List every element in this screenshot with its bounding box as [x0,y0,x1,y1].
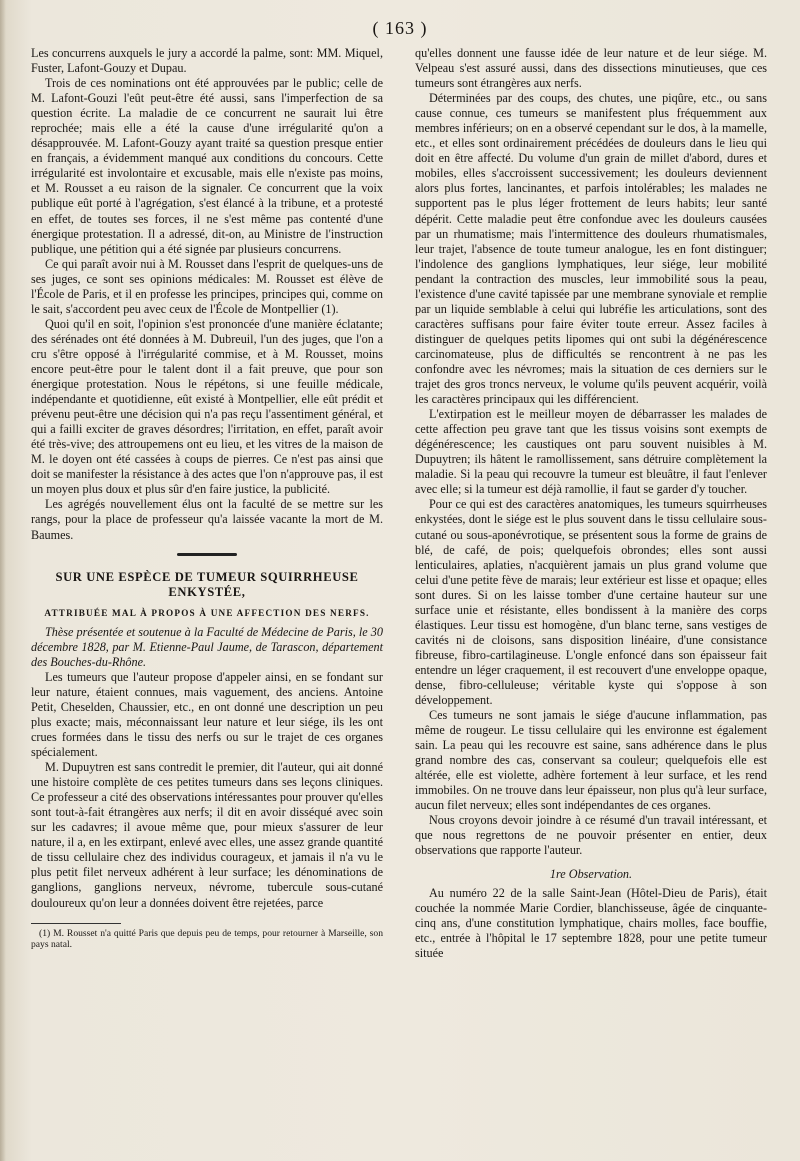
page-number: ( 163 ) [372,18,428,38]
paragraph: Ces tumeurs ne sont jamais le siége d'aucune inflammation, pas même de rougeur. Le tissu cellulaire qui les environne est également sain. La peau qui les recouvre est saine, sans adhérence dans le plus grand nombre des cas, conservant sa couleur; quelquefois elle est altérée, elle est violette, adhère fortement à leur surface, et les rend immobiles. On ne trouve dans leur épaisseur, non plus qu'à leur surface, aucun filet nerveux; elles sont indépendantes de ces organes. [415,708,767,813]
footnote-divider [31,923,121,924]
paragraph: Les concurrens auxquels le jury a accordé la palme, sont: MM. Miquel, Fuster, Lafont-Gouzy et Dupau. [31,46,383,76]
observation-number: 1re [549,866,566,881]
observation-label: Observation. [568,866,633,881]
thesis-citation: Thèse présentée et soutenue à la Faculté de Médecine de Paris, le 30 décembre 1828, par M. Etienne-Paul Jaume, de Tarascon, département des Bouches-du-Rhône. [31,624,383,669]
article-subtitle: ATTRIBUÉE MAL À PROPOS À UNE AFFECTION DES NERFS. [44,607,370,618]
paragraph: Au numéro 22 de la salle Saint-Jean (Hôtel-Dieu de Paris), était couchée la nommée Marie Cordier, blanchisseuse, âgée de cinquante-cinq ans, d'une constitution lymphatique, chairs molles, face bouffie, etc., entrée à l'hôpital le 17 septembre 1828, pour une petite tumeur située [415,885,767,960]
paragraph: Déterminées par des coups, des chutes, une piqûre, etc., ou sans cause connue, ces tumeurs se manifestent plus fréquemment aux membres inférieurs; on en a observé cependant sur le dos, à la mamelle, etc., et elles sont ordinairement précédées de douleurs dans le lieu qui doit en être affecté. Du volume d'un grain de millet d'abord, dures et mobiles, elles s'accroissent successivement; les douleurs deviennent alors plus fortes, lancinantes, et parfois intolérables; les malades ne supportent pas le plus léger frottement de leurs habits; leur santé dépérit. Cette maladie peut être confondue avec les douleurs causées par un rhumatisme; mais l'intermittence des douleurs rhumatismales, leur trajet, l'absence de toute tumeur analogue, les en font distinguer; l'indolence des ganglions lymphatiques, leur siége, leur mobilité pendant la contraction des muscles, leur immobilité sous la peau, l'existence d'une cavité tapissée par une membrane synoviale et remplie par un liquide semblable à celui qui lubréfie les articulations, sont des caractères suffisans pour faire éviter toute erreur. Assez faciles à distinguer de quelques petits lipomes qui ont subi la dégénérescence carcinomateuse, plus de difficultés se rencontrent à ne pas les confondre avec les névromes; mais la situation de ces derniers sur le trajet des gros troncs nerveux, le volume qu'ils peuvent acquérir, voilà les caractères principaux qui les différencient. [415,91,767,407]
paragraph: Ce qui paraît avoir nui à M. Rousset dans l'esprit de quelques-uns de ses juges, ce sont ses opinions médicales: M. Rousset est élève de l'École de Paris, et il en professe les principes, principes qui, comme on le sait, s'accordent peu avec ceux de l'École de Montpellier (1). [31,256,383,316]
section-divider [177,553,237,556]
paragraph: Les tumeurs que l'auteur propose d'appeler ainsi, en se fondant sur leur nature, étaient connues, mais vaguement, des anciens. Antoine Petit, Cheselden, Chaussier, etc., en ont donné une description un peu plus exacte; mais, méconnaissant leur nature et leur siége, ils les ont crues formées dans le tissu des nerfs ou sur le trajet de ces organes spécialement. [31,669,383,760]
left-column [31,46,383,951]
paragraph: Trois de ces nominations ont été approuvées par le public; celle de M. Lafont-Gouzi l'eût peut-être été aussi, sans l'imperfection de sa question écrite. La maladie de ce concurrent ne saurait lui être reprochée; mais elle a été la cause d'une irrégularité qu'on a désapprouvée. M. Lafont-Gouzy ayant traité sa question presque entier en français, a évidemment manqué aux conditions du concours. Cette irrégularité est involontaire et excusable, mais elle n'existe pas moins, et M. Rousset a eu raison de la signaler. Ce concurrent que la voix publique eût porté à l'agrégation, s'est élancé à la tribune, et a protesté en effet, de toutes ses forces, il ne s'est même pas contenté d'une énergique protestation. Il a adressé, dit-on, au Ministre de l'instruction publique, une pétition qui a été signée par plusieurs concurrens. [31,76,383,256]
right-column [415,46,767,961]
article-title: SUR UNE ESPÈCE DE TUMEUR SQUIRRHEUSE ENKYSTÉE, [55,569,359,599]
paragraph: Quoi qu'il en soit, l'opinion s'est prononcée d'une manière éclatante; des sérénades ont été données à M. Dubreuil, l'un des juges, que l'on a cru s'être opposé à l'irrégularité commise, et à M. Rousset, moins encore peut-être pour le talent dont il a fait preuve, que pour son énergique protestation. Nous le répétons, si une feuille médicale, indépendante et quotidienne, eût existé à Montpellier, elle eût prédit et prévenu peut-être une décision qui n'a pas reçu l'assentiment général, et qui a failli exciter de graves désordres; l'irritation, en effet, paraît avoir été très-vive; des attroupemens ont eu lieu, et les vitres de la maison de M. le doyen ont été cassées à coups de pierres. Ce n'est pas ainsi que doit se manifester la résistance à des actes que l'on n'approuve pas, il est un moyen plus doux et plus sûr d'en faire justice, la publicité. [31,316,383,497]
paragraph: Nous croyons devoir joindre à ce résumé d'un travail intéressant, et que nous regrettons de ne pouvoir présenter en entier, deux observations que rapporte l'auteur. [415,813,767,858]
page-edge-shadow [0,0,6,1161]
paragraph: Les agrégés nouvellement élus ont la faculté de se mettre sur les rangs, pour la place de professeur qu'a laissée vacante la mort de M. Baumes. [31,497,383,542]
footnote-text: (1) M. Rousset n'a quitté Paris que depuis peu de temps, pour retourner à Marseille, son pays natal. [31,927,383,951]
paragraph: Pour ce qui est des caractères anatomiques, les tumeurs squirrheuses enkystées, dont le siége est le plus souvent dans le tissu cellulaire sous-cutané ou sous-aponévrotique, se présentent sous la forme de grains de blé, de café, de pois; quelquefois obrondes; elles sont aussi lenticulaires, aplaties, n'acquièrent jamais un plus grand volume que celui d'une petite fève de marais; leur extérieur est lisse et opaque; elles sont dures. Si on les laisse tomber d'une certaine hauteur sur une surface unie et résistante, elles bondissent à la manière des corps élastiques. Leur tissu est homogène, d'un blanc terne, sans vestiges de cavités ni de cloisons, sans disposition linéaire, d'une consistance fibreuse, fibro-cartilagineuse. L'ongle enfoncé dans son épaisseur fait entendre un léger craquement, il est recouvert d'une enveloppe opaque, dense, fibro-celluleuse; véritable kyste qui s'oppose à son développement. [415,497,767,708]
footnote [31,928,383,951]
paragraph: L'extirpation est le meilleur moyen de débarrasser les malades de cette affection peu grave tant que les tissus voisins sont exempts de dégénérescence; les caustiques ont paru souvent nuisibles à M. Dupuytren; ils hâtent le ramollissement, sans détruire complètement la maladie. Si la peau qui recouvre la tumeur est bleuâtre, il faut l'enlever avec elle; si la tumeur est déjà ramollie, il faut se garder d'y toucher. [415,407,767,497]
paragraph: qu'elles donnent une fausse idée de leur nature et de leur siége. M. Velpeau s'est assuré aussi, dans des dissections minutieuses, que ces tumeurs sont étrangères aux nerfs. [415,46,767,91]
paragraph: M. Dupuytren est sans contredit le premier, dit l'auteur, qui ait donné une histoire complète de ces petites tumeurs dans ses leçons cliniques. Ce professeur a cité des observations intéressantes pour prouver qu'elles sont tout-à-fait étrangères aux nerfs; il dit en avoir disséqué avec soin sur les cadavres; il avoue même que, pour mieux s'assurer de leur nature, il a, en les extirpant, enlevé avec elles, une assez grande quantité de tissu cellulaire chez des individus courageux, et jamais il n'a vu le plus petit filet nerveux adhérent à leur surface; les dénominations de ganglions, ganglions nerveux, névrome, tubercule sous-cutané douloureux qu'on leur a données doivent être rejetées, parce [31,760,383,910]
observation-heading [415,867,767,882]
